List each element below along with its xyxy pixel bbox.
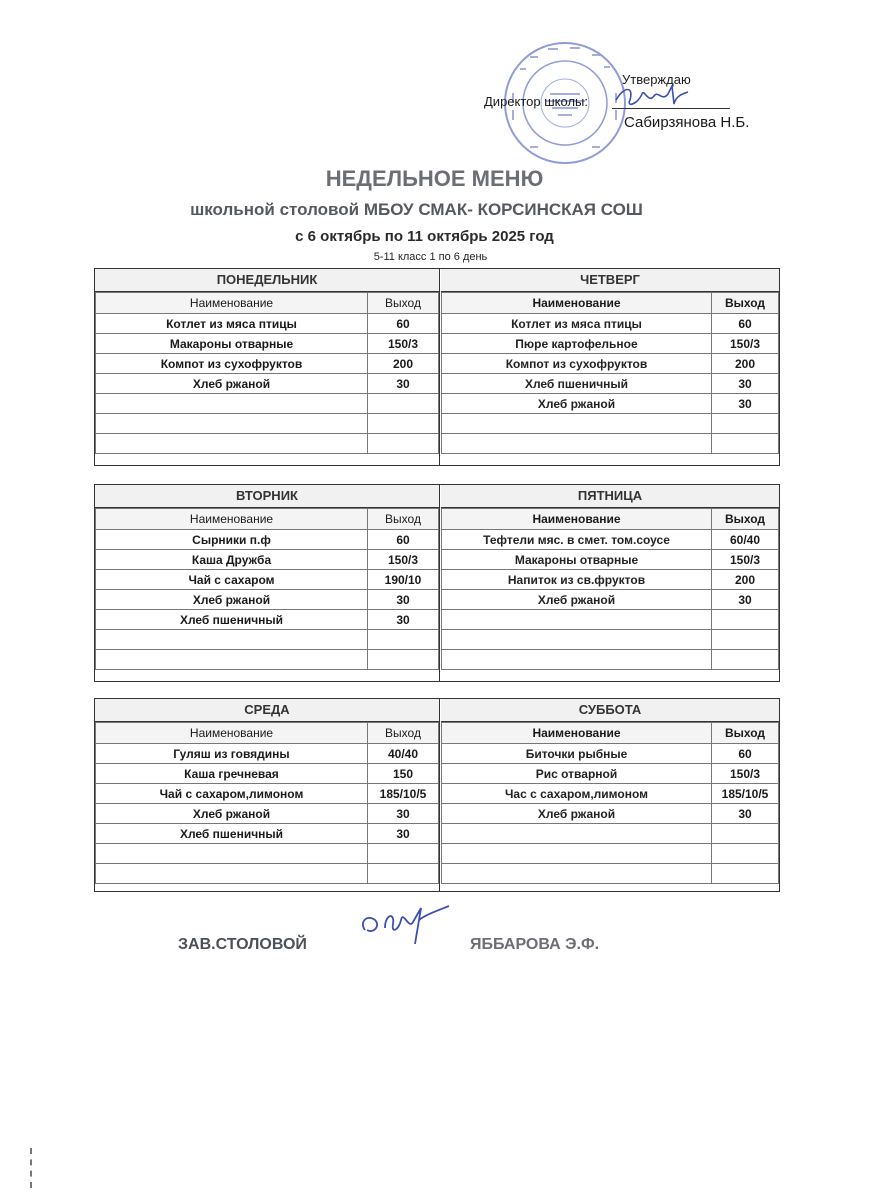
table-row — [442, 824, 779, 844]
menu-table — [441, 292, 779, 454]
dish-name — [96, 844, 368, 864]
col-yield-header: Выход — [712, 509, 779, 530]
table-row — [96, 374, 439, 394]
dish-name: Час с сахаром,лимоном — [442, 784, 712, 804]
dish-yield: 60 — [368, 530, 439, 550]
dish-name — [96, 650, 368, 670]
table-row — [442, 334, 779, 354]
table-row — [442, 374, 779, 394]
table-row — [96, 570, 439, 590]
table-row — [96, 334, 439, 354]
dish-name: Биточки рыбные — [442, 744, 712, 764]
dish-yield — [712, 844, 779, 864]
table-row — [442, 530, 779, 550]
table-row — [96, 354, 439, 374]
dish-yield — [712, 824, 779, 844]
dish-name: Макароны отварные — [442, 550, 712, 570]
dish-yield: 40/40 — [368, 744, 439, 764]
col-name-header: Наименование — [96, 509, 368, 530]
dish-name — [442, 824, 712, 844]
dish-yield: 200 — [368, 354, 439, 374]
table-row — [96, 844, 439, 864]
dish-name: Хлеб ржаной — [442, 804, 712, 824]
dish-name: Хлеб ржаной — [442, 590, 712, 610]
day-friday — [441, 485, 779, 681]
dish-name: Хлеб пшеничный — [96, 824, 368, 844]
dish-yield: 30 — [368, 374, 439, 394]
table-row — [96, 314, 439, 334]
day-title: ЧЕТВЕРГ — [441, 269, 779, 292]
table-row — [442, 784, 779, 804]
dish-name: Напиток из св.фруктов — [442, 570, 712, 590]
col-yield-header: Выход — [712, 723, 779, 744]
dish-name: Хлеб ржаной — [96, 374, 368, 394]
table-row — [442, 394, 779, 414]
col-yield-header: Выход — [368, 723, 439, 744]
menu-block-tue-fri — [94, 484, 780, 682]
table-row — [442, 764, 779, 784]
dish-name — [442, 844, 712, 864]
menu-table — [95, 292, 439, 454]
table-row — [96, 394, 439, 414]
col-name-header: Наименование — [442, 723, 712, 744]
table-row — [442, 590, 779, 610]
day-title: СУББОТА — [441, 699, 779, 722]
table-row — [442, 550, 779, 570]
dish-yield: 60 — [712, 744, 779, 764]
dish-name — [442, 650, 712, 670]
dish-yield: 150/3 — [712, 334, 779, 354]
dish-name: Компот из сухофруктов — [96, 354, 368, 374]
dish-yield — [368, 434, 439, 454]
dish-yield — [712, 864, 779, 884]
dish-yield: 150/3 — [368, 334, 439, 354]
dish-yield: 185/10/5 — [368, 784, 439, 804]
dish-name — [96, 630, 368, 650]
table-row — [96, 434, 439, 454]
table-row — [442, 744, 779, 764]
table-row — [96, 744, 439, 764]
col-name-header: Наименование — [96, 723, 368, 744]
dish-yield: 30 — [368, 804, 439, 824]
dish-yield — [712, 434, 779, 454]
dish-yield: 150/3 — [712, 764, 779, 784]
day-title: ПОНЕДЕЛЬНИК — [95, 269, 439, 292]
dish-yield: 30 — [712, 394, 779, 414]
canteen-head-name: ЯББАРОВА Э.Ф. — [470, 936, 600, 953]
table-row — [96, 824, 439, 844]
dish-name: Чай с сахаром,лимоном — [96, 784, 368, 804]
day-title: ВТОРНИК — [95, 485, 439, 508]
scan-edge-marks — [30, 1148, 36, 1188]
dish-yield — [712, 610, 779, 630]
day-monday — [95, 269, 440, 465]
table-row — [96, 784, 439, 804]
dish-name: Рис отварной — [442, 764, 712, 784]
dish-yield — [712, 414, 779, 434]
dish-name: Пюре картофельное — [442, 334, 712, 354]
dish-yield — [712, 630, 779, 650]
dish-yield: 190/10 — [368, 570, 439, 590]
col-yield-header: Выход — [712, 293, 779, 314]
dish-name — [442, 414, 712, 434]
page-subtitle: школьной столовой МБОУ СМАК- КОРСИНСКАЯ СОШ — [190, 200, 643, 219]
dish-name — [96, 414, 368, 434]
table-row — [96, 550, 439, 570]
day-saturday — [441, 699, 779, 891]
dish-name: Хлеб ржаной — [96, 590, 368, 610]
dish-yield: 30 — [712, 374, 779, 394]
dish-yield: 30 — [712, 804, 779, 824]
dish-yield: 60/40 — [712, 530, 779, 550]
dish-name — [96, 394, 368, 414]
table-row — [442, 570, 779, 590]
table-row — [442, 414, 779, 434]
dish-name — [96, 864, 368, 884]
dish-name: Компот из сухофруктов — [442, 354, 712, 374]
table-row — [96, 590, 439, 610]
table-row — [442, 804, 779, 824]
col-name-header: Наименование — [442, 293, 712, 314]
dish-yield: 30 — [368, 590, 439, 610]
dish-name: Хлеб ржаной — [96, 804, 368, 824]
table-row — [96, 804, 439, 824]
dish-yield: 150/3 — [712, 550, 779, 570]
menu-block-wed-sat — [94, 698, 780, 892]
dish-yield — [368, 650, 439, 670]
dish-yield: 30 — [712, 590, 779, 610]
table-row — [442, 314, 779, 334]
dish-yield — [368, 844, 439, 864]
dish-yield — [368, 630, 439, 650]
menu-table — [95, 508, 439, 670]
dish-yield: 150/3 — [368, 550, 439, 570]
director-signature — [612, 82, 692, 112]
dish-yield — [368, 414, 439, 434]
dish-yield: 185/10/5 — [712, 784, 779, 804]
dish-name: Сырники п.ф — [96, 530, 368, 550]
table-row — [96, 650, 439, 670]
table-row — [96, 764, 439, 784]
director-name: Сабирзянова Н.Б. — [624, 114, 750, 131]
dish-yield: 200 — [712, 354, 779, 374]
director-label: Директор школы: — [484, 94, 588, 109]
dish-name — [442, 610, 712, 630]
dish-name: Каша гречневая — [96, 764, 368, 784]
table-row — [442, 610, 779, 630]
table-row — [96, 864, 439, 884]
page-title: НЕДЕЛЬНОЕ МЕНЮ — [325, 166, 544, 191]
table-row — [96, 414, 439, 434]
dish-yield: 30 — [368, 824, 439, 844]
col-yield-header: Выход — [368, 293, 439, 314]
dish-name: Тефтели мяс. в смет. том.соусе — [442, 530, 712, 550]
dish-yield — [368, 394, 439, 414]
menu-table — [441, 508, 779, 670]
table-row — [442, 354, 779, 374]
dish-yield: 150 — [368, 764, 439, 784]
dish-name: Хлеб пшеничный — [442, 374, 712, 394]
table-row — [442, 844, 779, 864]
dish-yield: 200 — [712, 570, 779, 590]
table-row — [442, 630, 779, 650]
dish-yield: 60 — [712, 314, 779, 334]
col-name-header: Наименование — [96, 293, 368, 314]
day-wednesday — [95, 699, 440, 891]
dish-yield — [368, 864, 439, 884]
dish-yield: 30 — [368, 610, 439, 630]
day-title: ПЯТНИЦА — [441, 485, 779, 508]
table-row — [442, 864, 779, 884]
dish-yield: 60 — [368, 314, 439, 334]
dish-name — [96, 434, 368, 454]
col-name-header: Наименование — [442, 509, 712, 530]
approve-label: Утверждаю — [622, 72, 691, 87]
table-row — [442, 434, 779, 454]
day-title: СРЕДА — [95, 699, 439, 722]
class-info: 5-11 класс 1 по 6 день — [373, 251, 488, 263]
day-thursday — [441, 269, 779, 465]
day-tuesday — [95, 485, 440, 681]
dish-name — [442, 434, 712, 454]
table-row — [96, 530, 439, 550]
dish-name: Котлет из мяса птицы — [96, 314, 368, 334]
menu-table — [95, 722, 439, 884]
dish-name: Чай с сахаром — [96, 570, 368, 590]
dish-yield — [712, 650, 779, 670]
menu-period: с 6 октябрь по 11 октябрь 2025 год — [295, 228, 554, 245]
dish-name: Гуляш из говядины — [96, 744, 368, 764]
dish-name: Котлет из мяса птицы — [442, 314, 712, 334]
canteen-head-signature — [355, 900, 455, 950]
table-row — [442, 650, 779, 670]
dish-name: Каша Дружба — [96, 550, 368, 570]
dish-name — [442, 864, 712, 884]
dish-name: Хлеб пшеничный — [96, 610, 368, 630]
dish-name — [442, 630, 712, 650]
table-row — [96, 630, 439, 650]
dish-name: Макароны отварные — [96, 334, 368, 354]
col-yield-header: Выход — [368, 509, 439, 530]
menu-block-mon-thu — [94, 268, 780, 466]
menu-table — [441, 722, 779, 884]
table-row — [96, 610, 439, 630]
dish-name: Хлеб ржаной — [442, 394, 712, 414]
canteen-head-label: ЗАВ.СТОЛОВОЙ — [178, 936, 307, 953]
